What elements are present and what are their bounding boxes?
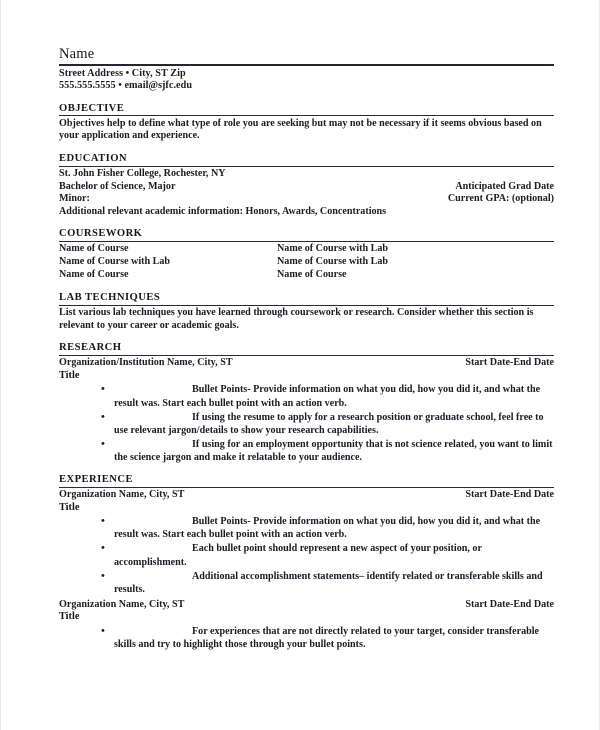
entry-organization: Organization Name, City, ST [59,489,185,501]
research-entry [59,357,554,464]
course-name: Name of Course with Lab [277,243,389,255]
bullet-icon: • [101,624,105,637]
address-line: Street Address • City, ST Zip [59,68,186,79]
resume-content [59,46,554,651]
bullet-icon: • [101,569,105,582]
course-name: Name of Course [277,269,347,281]
entry-dates: Start Date-End Date [465,357,554,369]
resume-header [59,46,554,93]
section-coursework [59,227,554,282]
section-divider-objective [59,115,554,116]
entry-organization: Organization Name, City, ST [59,598,185,610]
section-heading-objective: OBJECTIVE [59,102,125,114]
coursework-row [59,269,554,282]
education-additional: Additional relevant academic information: Honors, Awards, Concentrations [59,205,387,217]
list-item: • Bullet Points- Provide information on what you did, how you did it, and what the result was. Start each bullet point with an action verb. [101,515,541,541]
section-heading-lab-techniques: LAB TECHNIQUES [59,292,161,304]
section-objective [59,102,554,143]
section-heading-research: RESEARCH [59,342,122,354]
section-divider-research [59,355,554,356]
section-divider-coursework [59,241,554,242]
course-name: Name of Course [59,269,129,281]
coursework-row [59,256,554,269]
entry-organization: Organization/Institution Name, City, ST [59,357,233,369]
coursework-row [59,243,554,256]
section-experience [59,473,554,651]
experience-entry [59,489,554,596]
list-item: • For experiences that are not directly related to your target, consider transferable skills and try to highlight those through your bullet points. [101,624,540,651]
bullet-icon: • [101,437,105,450]
list-item: • Additional accomplishment statements– identify related or transferable skills and results. [101,569,543,595]
entry-org-row [59,357,554,370]
education-degree: Bachelor of Science, Major [59,180,176,192]
entry-org-row [59,489,554,502]
lab-techniques-paragraph: List various lab techniques you have learned through coursework or research. Consider whether this section is relevant to your career or academic goals. [59,307,534,331]
entry-title: Title [59,611,80,623]
section-research [59,341,554,464]
list-item: • If using the resume to apply for a research position or graduate school, feel free to use relevant jargon/details to show your research capabilities. [101,410,544,436]
entry-title: Title [59,501,80,513]
education-grad-date: Anticipated Grad Date [455,180,554,192]
section-heading-education: EDUCATION [59,153,128,164]
experience-entry [59,599,554,651]
section-heading-experience: EXPERIENCE [59,474,133,486]
course-name: Name of Course with Lab [277,256,389,268]
bullet-icon: • [101,383,105,396]
education-gpa: Current GPA: (optional) [447,193,554,205]
education-minor-row [59,193,554,206]
entry-org-row [59,599,554,612]
section-heading-coursework: COURSEWORK [59,228,143,240]
education-minor: Minor: [59,193,90,205]
header-divider [59,64,554,66]
education-school: St. John Fisher College, Rochester, NY [59,168,226,179]
section-education [59,152,554,218]
entry-bullet-list [59,515,554,596]
entry-bullet-list [59,625,554,651]
section-divider-education [59,166,554,167]
objective-paragraph: Objectives help to define what type of role you are seeking but may not be necessary if it seems obvious based on your application and experience. [59,117,542,142]
list-item: • Bullet Points- Provide information on what you did, how you did it, and what the result was. Start each bullet point with an action verb. [101,383,541,409]
section-divider-lab-techniques [59,305,554,306]
list-item: • If using for an employment opportunity that is not science related, you want to limit the science jargon and make it relatable to your audience. [101,437,553,463]
entry-dates: Start Date-End Date [465,489,554,501]
contact-line: 555.555.5555 • email@sjfc.edu [59,80,193,92]
course-name: Name of Course with Lab [59,256,171,268]
entry-bullet-list [59,383,554,464]
list-item: • Each bullet point should represent a new aspect of your position, or accomplishment. [101,542,482,568]
applicant-name: Name [59,46,95,62]
section-divider-experience [59,487,554,488]
bullet-icon: • [101,515,105,528]
bullet-icon: • [101,410,105,423]
entry-dates: Start Date-End Date [465,598,554,610]
bullet-icon: • [101,542,105,555]
education-degree-row [59,181,554,194]
entry-title: Title [59,369,80,381]
course-name: Name of Course [59,243,129,255]
section-lab-techniques [59,291,554,332]
